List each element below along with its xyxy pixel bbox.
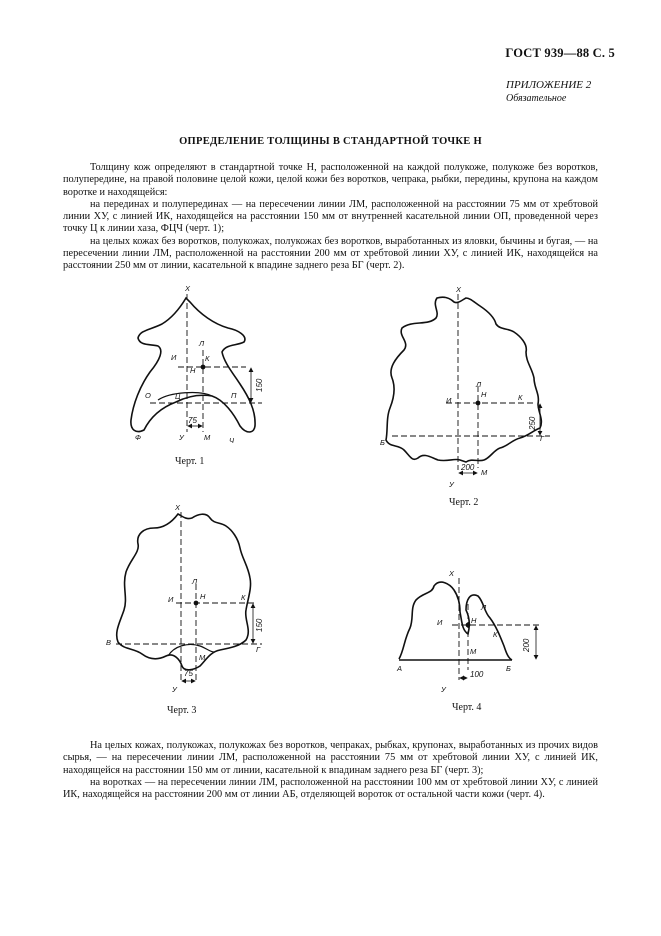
appendix-status: Обязательное bbox=[506, 93, 567, 104]
dim-h-4: 100 bbox=[470, 670, 484, 679]
label-ch-1: Ч bbox=[229, 436, 235, 445]
label-n-3: Н bbox=[200, 592, 206, 601]
caption-2: Черт. 2 bbox=[449, 497, 479, 508]
dim-v-2: 250 bbox=[528, 416, 537, 430]
label-b-2: Б bbox=[380, 438, 385, 447]
paragraph-4: на воротках — на пересечении линии ЛМ, расположенной на расстоянии 100 мм от хребтовой линии ХУ, с линией ИК, находящейся на расстоянии 200 мм от линии АБ, отделяющей вороток от остальной части кожи (черт. 4). bbox=[63, 776, 598, 801]
label-l-1: Л bbox=[199, 339, 205, 348]
label-k-3: К bbox=[241, 593, 246, 602]
label-g-2: Г bbox=[540, 434, 545, 443]
label-x-2: Х bbox=[456, 285, 462, 294]
label-x-1: Х bbox=[185, 284, 191, 293]
appendix-title: ПРИЛОЖЕНИЕ 2 bbox=[506, 79, 592, 91]
label-p-1: П bbox=[231, 391, 237, 400]
label-m-2: М bbox=[481, 468, 488, 477]
figure-2 bbox=[380, 285, 550, 508]
label-m-4: М bbox=[470, 647, 477, 656]
paragraph-intro: Толщину кож определяют в стандартной точке Н, расположенной на каждой полукоже, полукоже без воротков, полупередине, на правой половине целой кожи, целой кожи без воротков, чепрака, рыбки, передины, крупона на каждом воротке и находящейся: bbox=[63, 162, 598, 198]
label-x-3: Х bbox=[175, 503, 181, 512]
dim-h-3: 75 bbox=[184, 669, 193, 678]
label-k-4: К bbox=[493, 630, 498, 639]
caption-4: Черт. 4 bbox=[452, 702, 482, 713]
label-i-2: И bbox=[446, 396, 452, 405]
label-n-2: Н bbox=[481, 390, 487, 399]
caption-1: Черт. 1 bbox=[175, 456, 205, 467]
figure-4 bbox=[396, 569, 540, 713]
label-o-1: О bbox=[145, 391, 151, 400]
label-y-3: У bbox=[172, 685, 177, 694]
dim-v-1: 150 bbox=[255, 378, 264, 392]
paragraph-2: на целых кожах без воротков, полукожах, полукожах без воротков, выработанных из яловки, бычины и бугая, — на пересечении линии ЛМ, расположенной на расстоянии 200 мм от хребтовой линии ХУ, с линией ИК, находящейся на расстоянии 250 мм от линии, касательной к впадине заднего реза БГ (черт. 2). bbox=[63, 235, 598, 272]
hide-outline-1 bbox=[131, 298, 255, 432]
label-n-1: Н bbox=[190, 366, 196, 375]
label-y-4: У bbox=[441, 685, 446, 694]
label-a-4: А bbox=[397, 664, 403, 673]
label-i-3: И bbox=[168, 595, 174, 604]
point-n-1 bbox=[201, 365, 206, 370]
hide-outline-3 bbox=[117, 514, 251, 670]
caption-3: Черт. 3 bbox=[167, 705, 197, 716]
label-y-1: У bbox=[179, 433, 184, 442]
label-k-1: К bbox=[205, 354, 210, 363]
label-g-3: Г bbox=[256, 645, 261, 654]
label-i-1: И bbox=[171, 353, 177, 362]
point-n-3 bbox=[194, 601, 199, 606]
paragraph-1: на перединах и полуперединах — на пересечении линии ЛМ, расположенной на расстоянии 75 мм от хребтовой линии ХУ, с линией ИК, находящейся на расстоянии 150 мм от внутренней касательной линии ОП, проведенной через точку Ц к линии хаза, ФЦЧ (черт. 1); bbox=[63, 198, 598, 235]
label-m-1: М bbox=[204, 433, 211, 442]
label-k-2: К bbox=[518, 393, 523, 402]
dim-v-3: 150 bbox=[255, 618, 264, 632]
label-l-3: Л bbox=[192, 577, 198, 586]
hind-curve-3 bbox=[168, 644, 214, 656]
label-f-1: Ф bbox=[135, 433, 141, 442]
neck-outline-4 bbox=[399, 582, 512, 660]
label-v-3: В bbox=[106, 638, 112, 647]
label-m-3: М bbox=[199, 653, 206, 662]
dim-v-4: 200 bbox=[522, 638, 531, 652]
dim-h-2: 200 bbox=[461, 463, 475, 472]
hide-outline-2 bbox=[386, 297, 541, 462]
label-ts-1: Ц bbox=[175, 392, 181, 401]
point-n-2 bbox=[476, 401, 481, 406]
label-b-4: Б bbox=[506, 664, 511, 673]
label-y-2: У bbox=[449, 480, 454, 489]
dim-h-1: 75 bbox=[188, 416, 197, 425]
figure-3 bbox=[106, 503, 264, 716]
paragraph-3: На целых кожах, полукожах, полукожах без воротков, чепраках, рыбках, крупонах, выработанных из прочих видов сырья, — на пересечении линии ЛМ, расположенной на расстоянии 75 мм от хребтовой линии ХУ, с линией ИК, находящейся на расстоянии 150 мм от линии, касательной к впадинам заднего реза БГ (черт. 3); bbox=[63, 740, 598, 776]
label-l-4: Л bbox=[481, 603, 487, 612]
label-l-2: Л bbox=[476, 380, 482, 389]
figure-1 bbox=[131, 284, 264, 467]
label-n-4: Н bbox=[471, 616, 477, 625]
section-title: ОПРЕДЕЛЕНИЕ ТОЛЩИНЫ В СТАНДАРТНОЙ ТОЧКЕ Н bbox=[179, 136, 482, 147]
label-x-4: Х bbox=[449, 569, 455, 578]
point-n-4 bbox=[466, 623, 471, 628]
label-i-4: И bbox=[437, 618, 443, 627]
page-header: ГОСТ 939—88 С. 5 bbox=[505, 46, 615, 60]
